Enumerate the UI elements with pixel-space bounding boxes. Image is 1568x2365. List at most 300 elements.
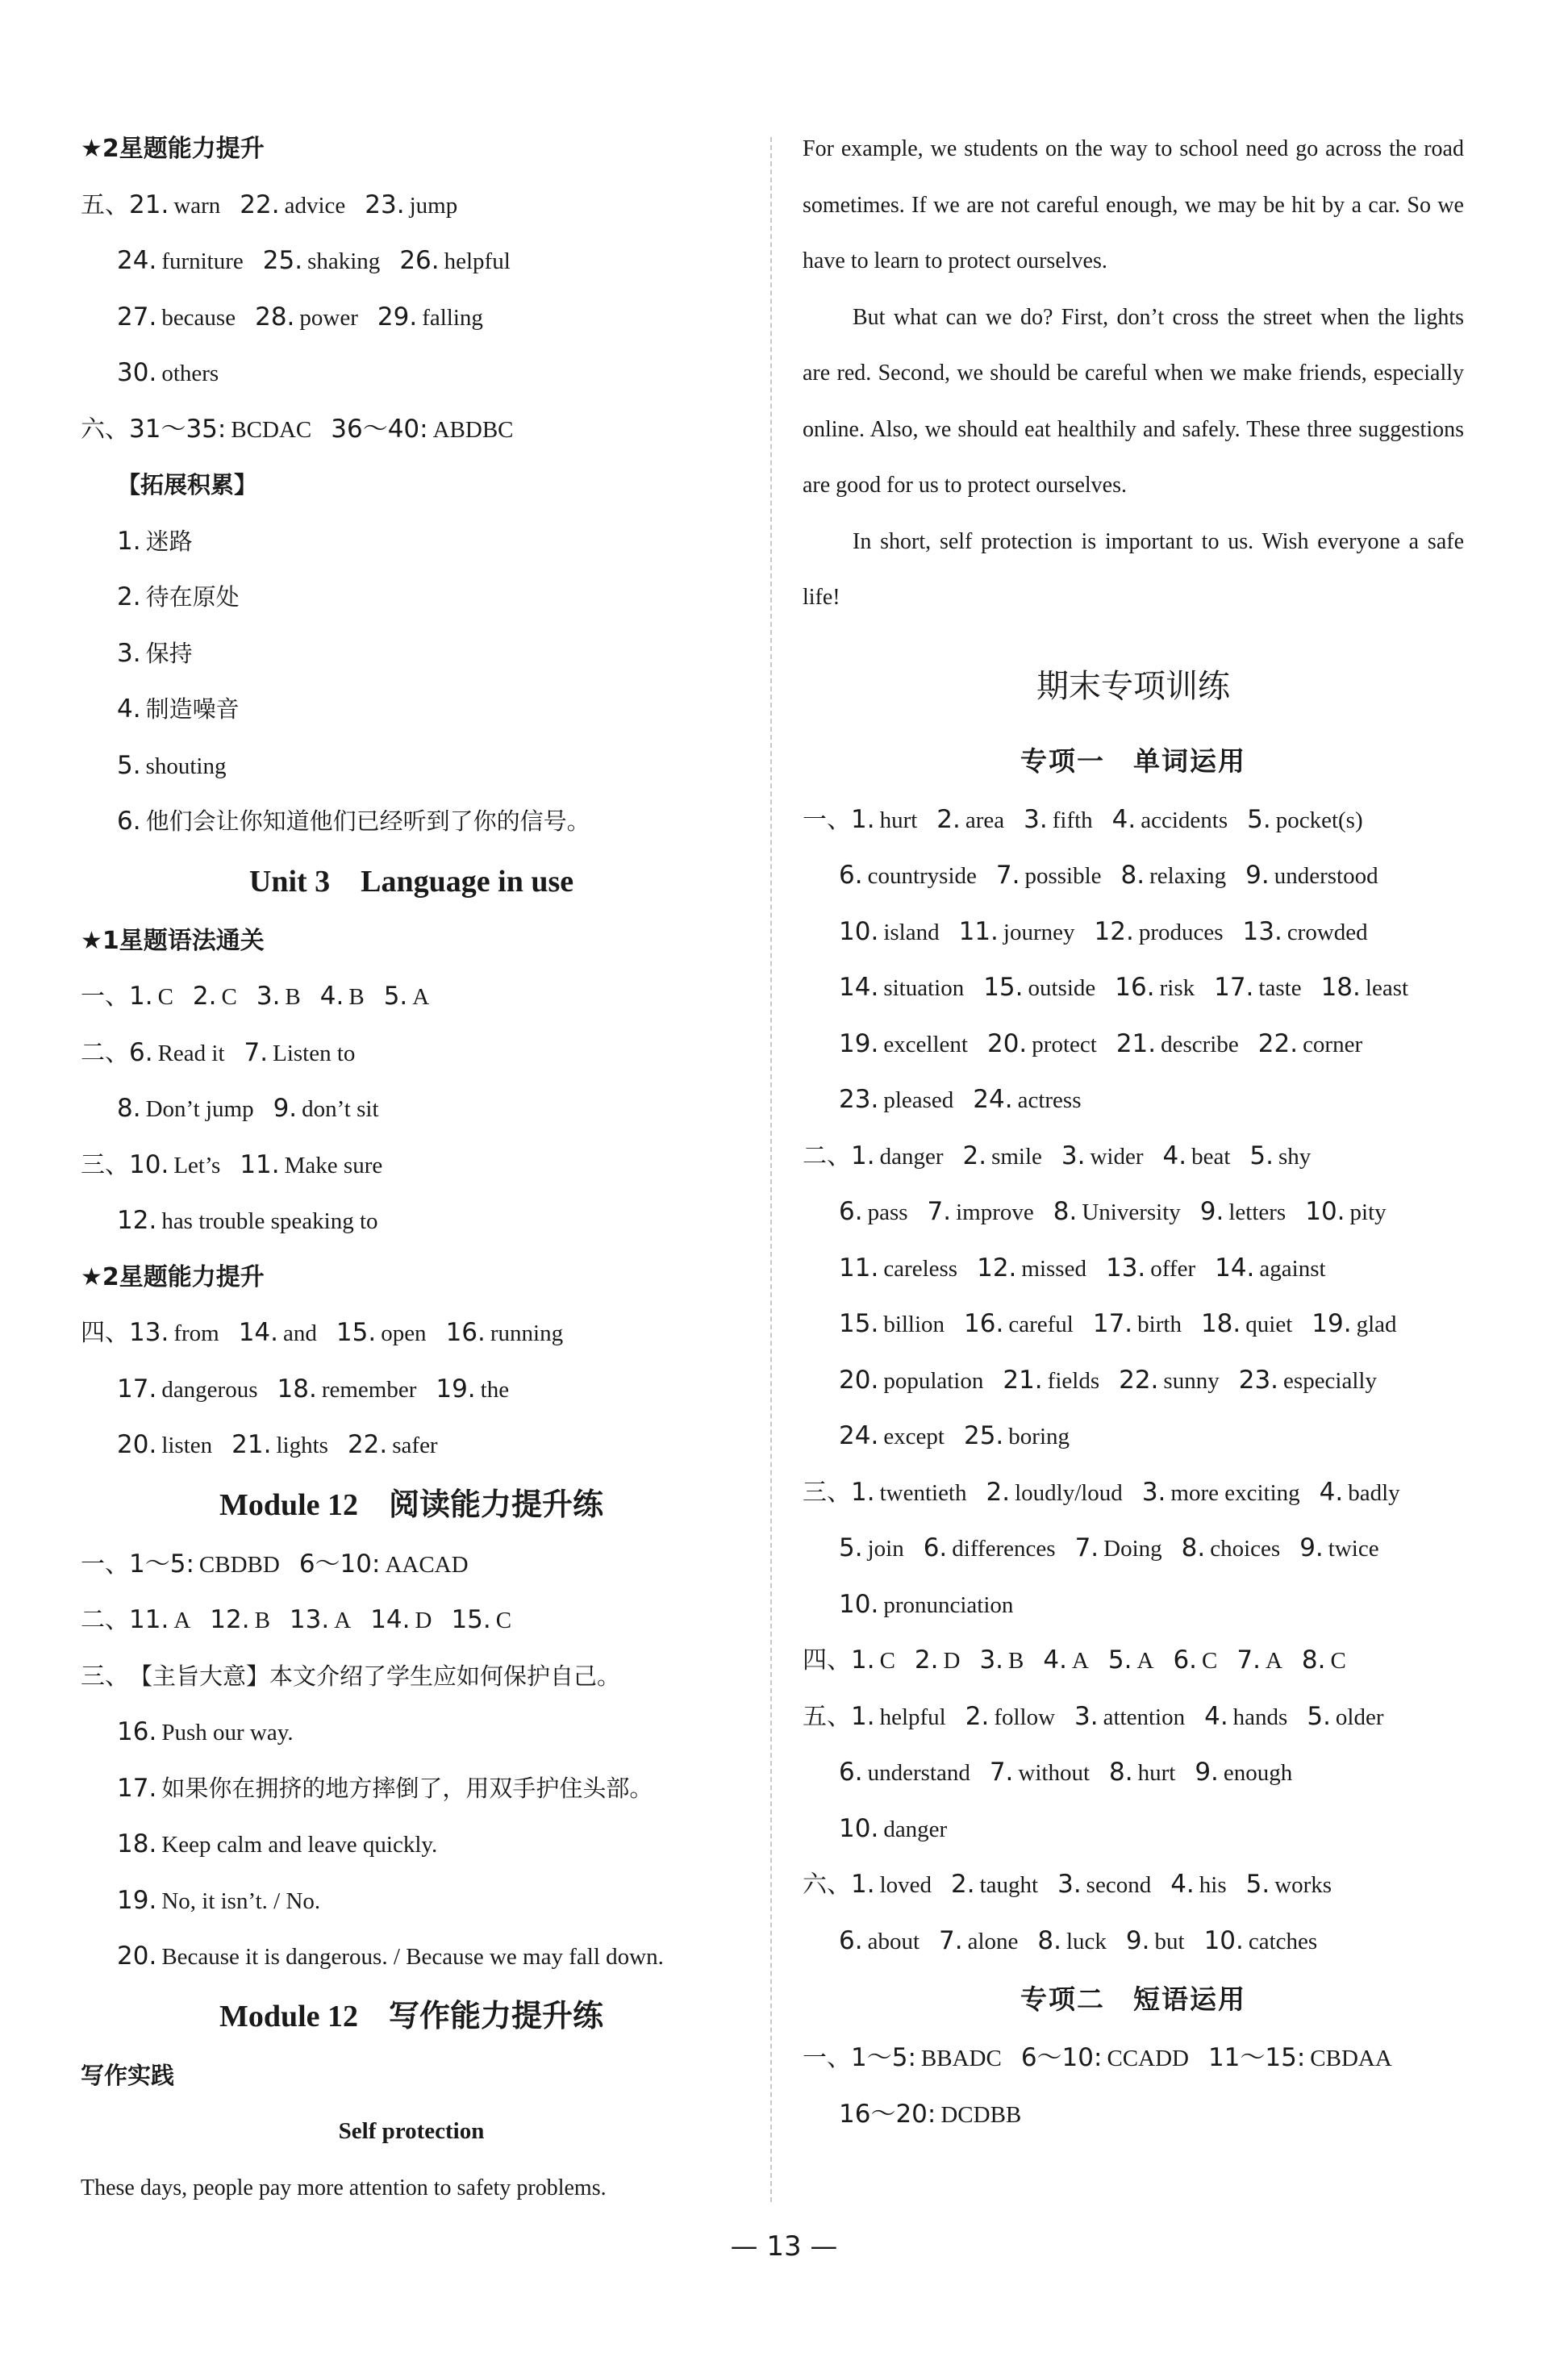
- answer-text: situation: [883, 975, 965, 1001]
- answer-text: taught: [979, 1872, 1039, 1898]
- answer-text: join: [867, 1536, 904, 1562]
- answer-line: [803, 1408, 1464, 1465]
- answer-line: [803, 1913, 1464, 1970]
- section-title: 期末专项训练: [1036, 667, 1230, 705]
- answer-text: 待在原处: [145, 583, 240, 611]
- answer-text: helpful: [879, 1704, 946, 1730]
- answer-number: 10.: [839, 1813, 879, 1843]
- answer-text: A: [334, 1608, 352, 1633]
- answer-number: 2.: [951, 1870, 975, 1899]
- answer-text: falling: [422, 304, 483, 331]
- answer-number: 5.: [839, 1533, 863, 1562]
- answer-number: 13.: [129, 1318, 169, 1347]
- answer-text: understand: [867, 1760, 970, 1786]
- section-subtitle: 专项二 短语运用: [1020, 1983, 1246, 2015]
- answer-number: 22.: [240, 190, 280, 219]
- answer-group-label: 二、: [81, 1038, 129, 1067]
- answer-number: 13.: [1242, 916, 1282, 946]
- answer-number: 6.: [839, 1197, 863, 1226]
- answer-text: the: [480, 1376, 510, 1403]
- answer-text: C: [157, 984, 173, 1010]
- answer-number: 8.: [1120, 861, 1145, 890]
- answer-line: [81, 1873, 742, 1929]
- answer-number: 1.: [129, 982, 153, 1011]
- right-column: [803, 121, 1464, 2142]
- answer-number: 17.: [117, 1773, 157, 1803]
- answer-number: 10.: [1305, 1197, 1345, 1226]
- answer-number: 7.: [244, 1037, 269, 1067]
- answer-line: [81, 1817, 742, 1873]
- answer-text: alone: [967, 1928, 1019, 1954]
- answer-number: 28.: [255, 302, 295, 332]
- answer-text: hurt: [879, 807, 918, 833]
- answer-text: accidents: [1141, 807, 1228, 833]
- answer-text: A: [1071, 1648, 1089, 1674]
- answer-text: pronunciation: [883, 1591, 1014, 1618]
- answer-text: without: [1018, 1760, 1091, 1786]
- answer-number: 19.: [839, 1028, 879, 1058]
- answer-number: 2.: [965, 1701, 990, 1731]
- answer-number: 8.: [1109, 1758, 1133, 1787]
- answer-text: BBADC: [920, 2046, 1002, 2071]
- answer-number: 8.: [1053, 1197, 1078, 1226]
- answer-number: 21.: [231, 1430, 272, 1459]
- answer-group-label: 五、: [803, 1702, 851, 1731]
- answer-number: 8.: [117, 1094, 141, 1123]
- answer-text: glad: [1356, 1312, 1397, 1337]
- answer-text: crowded: [1287, 919, 1368, 945]
- answer-line: [803, 960, 1464, 1016]
- answer-text: except: [883, 1424, 945, 1449]
- answer-line: [81, 514, 742, 570]
- answer-line: [803, 2030, 1464, 2087]
- answer-line: [81, 569, 742, 626]
- answer-text: fifth: [1052, 807, 1093, 833]
- answer-number: 13.: [1105, 1253, 1146, 1283]
- section-label: ★2星题能力提升: [81, 135, 265, 163]
- answer-text: Keep calm and leave quickly.: [161, 1832, 438, 1858]
- answer-group-label: 六、: [81, 415, 129, 444]
- answer-group-label: 一、: [81, 1550, 129, 1579]
- answer-text: countryside: [867, 863, 977, 889]
- answer-text: beat: [1191, 1143, 1231, 1170]
- answer-number: 16.: [445, 1318, 486, 1347]
- answer-text: AACAD: [385, 1551, 469, 1578]
- answer-text: 制造噪音: [145, 695, 240, 723]
- answer-number: 2.: [936, 804, 961, 834]
- answer-number: 3.: [979, 1645, 1004, 1675]
- answer-text: describe: [1161, 1031, 1239, 1057]
- answer-number: 1.: [851, 1141, 875, 1170]
- answer-number: 1～5:: [851, 2043, 916, 2072]
- answer-number: 7.: [995, 861, 1020, 890]
- answer-number: 18.: [277, 1374, 317, 1404]
- answer-number: 10.: [129, 1149, 169, 1179]
- answer-text: jump: [409, 192, 458, 219]
- answer-number: 5.: [1107, 1645, 1132, 1675]
- answer-number: 9.: [1125, 1925, 1150, 1955]
- answer-text: his: [1199, 1872, 1227, 1898]
- answer-number: 18.: [117, 1829, 157, 1858]
- section-heading: Module 12 写作能力提升练: [219, 1999, 604, 2033]
- subsection-label: 写作实践: [81, 2061, 175, 2089]
- answer-text: don’t sit: [302, 1096, 379, 1122]
- answer-number: 24.: [117, 246, 157, 275]
- answer-number: 19.: [436, 1374, 476, 1404]
- answer-line: [803, 1296, 1464, 1353]
- answer-text: fields: [1047, 1367, 1100, 1394]
- answer-text: University: [1082, 1199, 1181, 1225]
- answer-number: 36～40:: [331, 414, 428, 444]
- answer-number: 14.: [1215, 1253, 1255, 1283]
- answer-number: 17.: [1214, 973, 1254, 1002]
- answer-number: 3.: [1141, 1477, 1166, 1507]
- answer-text: C: [1330, 1648, 1346, 1674]
- answer-number: 16.: [117, 1717, 157, 1746]
- answer-text: C: [1202, 1648, 1218, 1674]
- answer-number: 21.: [129, 190, 169, 219]
- answer-number: 10.: [1203, 1925, 1244, 1955]
- answer-number: 5.: [383, 982, 408, 1011]
- answer-number: 18.: [1320, 973, 1361, 1002]
- answer-text: relaxing: [1149, 863, 1227, 889]
- answer-text: A: [173, 1608, 191, 1633]
- essay-continuation: [803, 121, 1464, 626]
- answer-text: 迷路: [145, 527, 193, 555]
- answer-line: [803, 792, 1464, 849]
- section-subtitle: 专项一 单词运用: [1020, 745, 1246, 777]
- answer-text: Doing: [1103, 1536, 1162, 1562]
- answer-number: 14.: [839, 973, 879, 1002]
- answer-line: [81, 1193, 742, 1249]
- answer-number: 22.: [1119, 1365, 1159, 1395]
- answer-line: [81, 1537, 742, 1593]
- answer-text: population: [883, 1367, 984, 1394]
- answer-number: 13.: [289, 1605, 330, 1634]
- left-column: [81, 121, 742, 2216]
- answer-number: 2.: [962, 1141, 987, 1170]
- answer-line: [81, 233, 742, 290]
- answer-text: birth: [1137, 1312, 1182, 1337]
- answer-text: understood: [1274, 863, 1378, 889]
- section-heading: Unit 3 Language in use: [248, 864, 574, 899]
- answer-text: attention: [1103, 1704, 1186, 1730]
- answer-text: sunny: [1163, 1367, 1220, 1394]
- answer-text: shaking: [307, 248, 381, 274]
- answer-group-label: 一、: [81, 982, 129, 1011]
- answer-text: Let’s: [173, 1152, 221, 1178]
- answer-number: 16.: [964, 1309, 1004, 1338]
- answer-number: 4.: [1170, 1870, 1195, 1899]
- answer-text: C: [495, 1608, 512, 1633]
- page-number: — 13 —: [730, 2230, 838, 2263]
- section-heading: Module 12 阅读能力提升练: [219, 1487, 604, 1522]
- answer-text: and: [283, 1320, 317, 1346]
- answer-text: A: [1265, 1648, 1282, 1674]
- answer-number: 6.: [839, 1925, 863, 1955]
- answer-group-label: 五、: [81, 190, 129, 219]
- answer-number: 1.: [851, 1701, 875, 1731]
- answer-text: Don’t jump: [145, 1096, 254, 1122]
- answer-text: B: [348, 984, 365, 1010]
- answer-number: 5.: [1307, 1701, 1331, 1731]
- answer-number: 3.: [1061, 1141, 1086, 1170]
- answer-text: Listen to: [273, 1040, 356, 1066]
- answer-text: Because it is dangerous. / Because we may fall down.: [161, 1944, 664, 1970]
- answer-number: 23.: [839, 1085, 879, 1114]
- answer-number: 1.: [851, 1870, 875, 1899]
- answer-line: [803, 2087, 1464, 2143]
- answer-text: helpful: [444, 248, 511, 274]
- answer-number: 11～15:: [1207, 2043, 1306, 2072]
- essay-paragraph: These days, people pay more attention to safety problems.: [81, 2175, 607, 2200]
- answer-text: ABDBC: [432, 416, 514, 443]
- answer-number: 18.: [1200, 1309, 1241, 1338]
- answer-line: [803, 1577, 1464, 1633]
- answer-text: D: [415, 1608, 432, 1633]
- answer-line: [81, 290, 742, 346]
- answer-number: 17.: [117, 1374, 157, 1404]
- answer-text: luck: [1065, 1928, 1107, 1954]
- answer-line: [81, 1305, 742, 1362]
- answer-text: hurt: [1137, 1760, 1176, 1786]
- answer-text: lights: [276, 1433, 328, 1458]
- answer-text: 【主旨大意】本文介绍了学生应如何保护自己。: [129, 1662, 621, 1690]
- answer-number: 11.: [240, 1149, 280, 1179]
- answer-number: 24.: [973, 1085, 1013, 1114]
- answer-text: but: [1154, 1928, 1185, 1954]
- answer-line: [81, 1929, 742, 1985]
- answer-line: [81, 1137, 742, 1194]
- answer-group-label: 一、: [803, 2044, 851, 2072]
- answer-text: protect: [1032, 1031, 1097, 1057]
- answer-text: danger: [883, 1816, 948, 1842]
- answer-number: 16～20:: [839, 2099, 936, 2129]
- answer-line: [81, 1417, 742, 1474]
- answer-text: pleased: [883, 1087, 954, 1113]
- answer-number: 12.: [1094, 916, 1134, 946]
- answer-text: risk: [1159, 975, 1195, 1001]
- answer-text: from: [173, 1320, 219, 1346]
- answer-number: 17.: [1092, 1309, 1133, 1338]
- answer-text: B: [285, 984, 301, 1010]
- answer-text: more exciting: [1170, 1479, 1300, 1506]
- answer-number: 10.: [839, 1589, 879, 1619]
- answer-text: enough: [1223, 1760, 1293, 1786]
- answer-number: 9.: [1245, 861, 1270, 890]
- answer-number: 4.: [117, 694, 141, 724]
- answer-group-label: 三、: [81, 1150, 129, 1179]
- answer-text: least: [1365, 975, 1409, 1001]
- answer-number: 3.: [256, 982, 281, 1011]
- answer-text: pocket(s): [1275, 807, 1363, 833]
- answer-number: 14.: [370, 1605, 411, 1634]
- answer-text: shouting: [145, 753, 227, 779]
- answer-number: 12.: [210, 1605, 250, 1634]
- answer-number: 23.: [1238, 1365, 1279, 1395]
- answer-line: [803, 1128, 1464, 1185]
- answer-number: 8.: [1301, 1645, 1326, 1675]
- answer-text: C: [879, 1648, 895, 1674]
- answer-line: [81, 1649, 742, 1705]
- answer-number: 1.: [851, 1645, 875, 1675]
- answer-text: Push our way.: [161, 1720, 294, 1746]
- answer-number: 19.: [117, 1885, 157, 1915]
- answer-number: 1.: [851, 1477, 875, 1507]
- answer-number: 1～5:: [129, 1549, 194, 1579]
- answer-text: twentieth: [879, 1479, 967, 1506]
- answer-number: 15.: [336, 1318, 377, 1347]
- answer-number: 25.: [963, 1421, 1004, 1450]
- answer-number: 6.: [923, 1533, 948, 1562]
- answer-text: second: [1086, 1872, 1152, 1898]
- answer-number: 25.: [262, 246, 303, 275]
- answer-number: 11.: [839, 1253, 879, 1283]
- answer-number: 6.: [839, 1758, 863, 1787]
- answer-text: 保持: [145, 639, 193, 667]
- answer-group-label: 一、: [803, 805, 851, 834]
- answer-number: 8.: [1181, 1533, 1206, 1562]
- answer-number: 6.: [1173, 1645, 1198, 1675]
- answer-text: No, it isn’t. / No.: [161, 1887, 321, 1914]
- answer-text: power: [299, 304, 358, 331]
- answer-text: choices: [1210, 1536, 1281, 1562]
- answer-text: has trouble speaking to: [161, 1208, 378, 1234]
- answer-text: pass: [867, 1199, 908, 1225]
- answer-text: area: [965, 807, 1005, 833]
- answer-number: 10.: [839, 916, 879, 946]
- answer-number: 4.: [1204, 1701, 1228, 1731]
- answer-text: hands: [1232, 1704, 1288, 1730]
- answer-number: 4.: [1111, 804, 1136, 834]
- answer-line: [81, 1081, 742, 1137]
- answer-text: D: [943, 1648, 961, 1674]
- answer-text: follow: [994, 1704, 1056, 1730]
- answer-number: 6～10:: [298, 1549, 381, 1579]
- answer-number: 1.: [117, 526, 141, 556]
- answer-line: [803, 1801, 1464, 1858]
- answer-text: others: [161, 361, 219, 386]
- answer-number: 31～35:: [129, 414, 227, 444]
- answer-text: catches: [1248, 1928, 1318, 1954]
- answer-line: [81, 626, 742, 682]
- answer-line: [81, 969, 742, 1025]
- answer-text: corner: [1303, 1031, 1363, 1057]
- answer-line: [81, 1362, 742, 1418]
- answer-line: [803, 1072, 1464, 1128]
- answer-text: outside: [1028, 975, 1096, 1001]
- answer-number: 22.: [1257, 1028, 1299, 1058]
- answer-text: A: [1136, 1648, 1154, 1674]
- answer-number: 6.: [117, 807, 141, 836]
- subsection-label: 【拓展积累】: [117, 471, 258, 498]
- answer-number: 27.: [117, 302, 157, 332]
- answer-group-label: 三、: [803, 1478, 851, 1507]
- answer-text: listen: [161, 1433, 213, 1458]
- answer-number: 22.: [347, 1430, 388, 1459]
- answer-number: 23.: [365, 190, 405, 219]
- answer-number: 6～10:: [1020, 2043, 1103, 2072]
- answer-number: 12.: [977, 1253, 1017, 1283]
- answer-line: [81, 1025, 742, 1082]
- answer-number: 9.: [273, 1094, 298, 1123]
- answer-text: improve: [956, 1199, 1034, 1225]
- answer-text: older: [1335, 1704, 1384, 1730]
- answer-line: [803, 1016, 1464, 1073]
- answer-text: careful: [1008, 1312, 1074, 1337]
- answer-text: against: [1259, 1255, 1326, 1282]
- answer-text: especially: [1283, 1367, 1377, 1394]
- answer-number: 4.: [319, 982, 344, 1011]
- answer-text: excellent: [883, 1031, 968, 1057]
- answer-line: [81, 345, 742, 402]
- answer-number: 7.: [1236, 1645, 1261, 1675]
- answer-text: furniture: [161, 248, 244, 274]
- answer-group-label: 三、: [81, 1662, 129, 1691]
- answer-text: missed: [1021, 1255, 1086, 1282]
- answer-text: CCADD: [1107, 2046, 1189, 2071]
- answer-line: [81, 682, 742, 738]
- answer-number: 2.: [192, 982, 217, 1011]
- essay-paragraph: But what can we do? First, don’t cross the street when the lights are red. Second, we should be careful when we make friends, especially online. Also, we should eat healthily and safely. These three suggestions are good for us to protect ourselves.: [803, 304, 1464, 498]
- answer-number: 30.: [117, 358, 157, 387]
- answer-number: 4.: [1043, 1645, 1067, 1675]
- answer-number: 15.: [839, 1309, 879, 1338]
- answer-text: possible: [1024, 863, 1102, 889]
- essay-paragraph: In short, self protection is important to us. Wish everyone a safe life!: [803, 528, 1464, 610]
- answer-number: 9.: [1199, 1197, 1224, 1226]
- answer-text: twice: [1328, 1536, 1379, 1562]
- answer-text: shy: [1278, 1143, 1312, 1170]
- answer-text: loudly/loud: [1015, 1479, 1123, 1506]
- answer-text: Read it: [157, 1040, 225, 1066]
- answer-text: boring: [1008, 1424, 1070, 1449]
- answer-line: [81, 738, 742, 795]
- essay-title: Self protection: [338, 2118, 485, 2144]
- answer-text: dangerous: [161, 1376, 258, 1403]
- final-review-answers: [803, 642, 1464, 2143]
- answer-number: 6.: [839, 861, 863, 890]
- answer-text: DCDBB: [940, 2101, 1022, 2128]
- answer-number: 20.: [117, 1942, 157, 1971]
- answer-text: billion: [883, 1312, 945, 1337]
- answer-text: island: [883, 919, 940, 945]
- answer-group-label: 四、: [81, 1319, 129, 1347]
- answer-text: B: [254, 1608, 270, 1633]
- answer-line: [803, 904, 1464, 961]
- answer-text: remember: [321, 1376, 417, 1403]
- answer-text: running: [490, 1320, 564, 1346]
- answer-text: C: [221, 984, 237, 1010]
- answer-text: open: [381, 1320, 427, 1346]
- answer-text: smile: [991, 1143, 1042, 1170]
- answer-number: 26.: [399, 246, 440, 275]
- answer-text: badly: [1348, 1479, 1400, 1506]
- answer-line: [803, 1520, 1464, 1577]
- answer-line: [81, 1592, 742, 1649]
- answer-line: [803, 1353, 1464, 1409]
- answer-text: A: [412, 984, 430, 1010]
- answer-text: actress: [1017, 1087, 1082, 1113]
- section-label: ★1星题语法通关: [81, 926, 265, 955]
- answer-number: 11.: [958, 916, 999, 946]
- answer-group-label: 二、: [81, 1606, 129, 1634]
- answer-text: works: [1274, 1872, 1332, 1898]
- answer-number: 7.: [927, 1197, 952, 1226]
- answer-line: [803, 848, 1464, 904]
- answer-line: [803, 1465, 1464, 1521]
- answer-number: 15.: [451, 1605, 491, 1634]
